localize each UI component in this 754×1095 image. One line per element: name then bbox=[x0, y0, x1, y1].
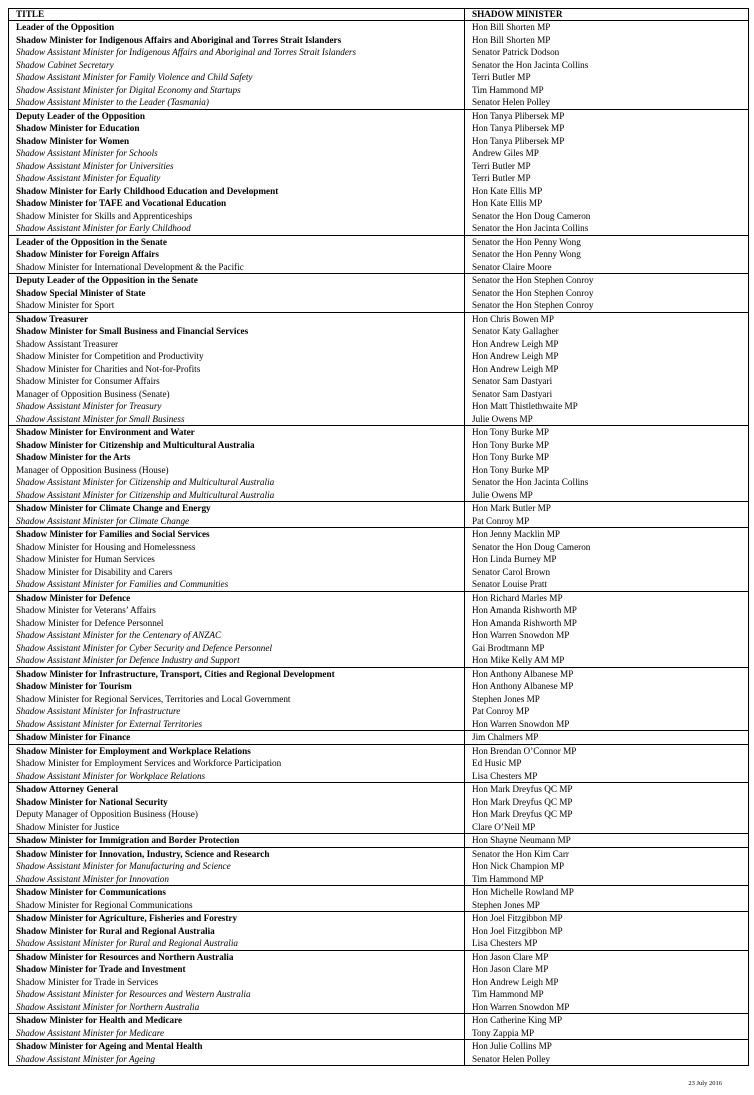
table-row bbox=[9, 770, 749, 783]
portfolio-title: Shadow Minister for Ageing and Mental Health bbox=[9, 1040, 465, 1053]
shadow-minister-name: Hon Tony Burke MP bbox=[465, 426, 749, 439]
table-row bbox=[9, 261, 749, 274]
shadow-minister-name: Hon Jason Clare MP bbox=[465, 950, 749, 963]
shadow-minister-name: Senator Louise Pratt bbox=[465, 578, 749, 591]
portfolio-title: Shadow Minister for Innovation, Industry, Science and Research bbox=[9, 847, 465, 860]
shadow-minister-name: Hon Andrew Leigh MP bbox=[465, 976, 749, 989]
shadow-minister-name: Hon Warren Snowdon MP bbox=[465, 1001, 749, 1014]
table-row bbox=[9, 847, 749, 860]
portfolio-title: Shadow Assistant Minister for Schools bbox=[9, 147, 465, 160]
portfolio-title: Shadow Minister for Infrastructure, Transport, Cities and Regional Development bbox=[9, 667, 465, 680]
shadow-minister-name: Senator the Hon Kim Carr bbox=[465, 847, 749, 860]
portfolio-title: Shadow Minister for Health and Medicare bbox=[9, 1014, 465, 1027]
shadow-minister-name: Hon Warren Snowdon MP bbox=[465, 629, 749, 642]
shadow-minister-name: Gai Brodtmann MP bbox=[465, 642, 749, 655]
shadow-minister-name: Hon Mark Dreyfus QC MP bbox=[465, 808, 749, 821]
shadow-minister-name: Hon Andrew Leigh MP bbox=[465, 338, 749, 351]
table-row bbox=[9, 886, 749, 899]
table-row bbox=[9, 34, 749, 47]
shadow-minister-name: Hon Bill Shorten MP bbox=[465, 21, 749, 34]
shadow-minister-name: Hon Joel Fitzgibbon MP bbox=[465, 912, 749, 925]
portfolio-title: Shadow Assistant Minister to the Leader (Tasmania) bbox=[9, 96, 465, 109]
table-row bbox=[9, 84, 749, 97]
shadow-minister-name: Senator Helen Polley bbox=[465, 96, 749, 109]
table-row bbox=[9, 489, 749, 502]
portfolio-title: Shadow Assistant Minister for Citizenship and Multicultural Australia bbox=[9, 476, 465, 489]
shadow-minister-name: Hon Linda Burney MP bbox=[465, 553, 749, 566]
portfolio-title: Shadow Minister for Tourism bbox=[9, 680, 465, 693]
table-row bbox=[9, 197, 749, 210]
shadow-minister-name: Senator the Hon Jacinta Collins bbox=[465, 59, 749, 72]
table-row bbox=[9, 222, 749, 235]
portfolio-title: Shadow Minister for Defence Personnel bbox=[9, 617, 465, 630]
shadow-ministry-table bbox=[8, 8, 749, 1066]
table-row bbox=[9, 312, 749, 325]
table-row bbox=[9, 578, 749, 591]
portfolio-title: Deputy Leader of the Opposition bbox=[9, 109, 465, 122]
portfolio-title: Shadow Assistant Minister for Treasury bbox=[9, 400, 465, 413]
table-row bbox=[9, 451, 749, 464]
shadow-minister-name: Tony Zappia MP bbox=[465, 1027, 749, 1040]
portfolio-title: Shadow Assistant Minister for the Centenary of ANZAC bbox=[9, 629, 465, 642]
table-row bbox=[9, 464, 749, 477]
shadow-minister-name: Stephen Jones MP bbox=[465, 693, 749, 706]
shadow-minister-name: Lisa Chesters MP bbox=[465, 770, 749, 783]
shadow-minister-name: Hon Mark Dreyfus QC MP bbox=[465, 783, 749, 796]
portfolio-title: Shadow Minister for Agriculture, Fisheries and Forestry bbox=[9, 912, 465, 925]
portfolio-title: Manager of Opposition Business (Senate) bbox=[9, 388, 465, 401]
table-row bbox=[9, 629, 749, 642]
table-row bbox=[9, 1014, 749, 1027]
table-row bbox=[9, 963, 749, 976]
shadow-minister-name: Hon Joel Fitzgibbon MP bbox=[465, 925, 749, 938]
shadow-minister-name: Hon Nick Champion MP bbox=[465, 860, 749, 873]
portfolio-title: Shadow Assistant Treasurer bbox=[9, 338, 465, 351]
portfolio-title: Shadow Minister for Trade in Services bbox=[9, 976, 465, 989]
shadow-minister-name: Hon Jason Clare MP bbox=[465, 963, 749, 976]
table-row bbox=[9, 287, 749, 300]
shadow-minister-name: Stephen Jones MP bbox=[465, 899, 749, 912]
shadow-minister-name: Senator the Hon Penny Wong bbox=[465, 235, 749, 248]
portfolio-title: Leader of the Opposition bbox=[9, 21, 465, 34]
portfolio-title: Shadow Minister for Regional Services, Territories and Local Government bbox=[9, 693, 465, 706]
table-row bbox=[9, 476, 749, 489]
table-row bbox=[9, 59, 749, 72]
table-row bbox=[9, 1040, 749, 1053]
table-row bbox=[9, 937, 749, 950]
shadow-minister-name: Senator the Hon Jacinta Collins bbox=[465, 222, 749, 235]
portfolio-title: Shadow Assistant Minister for Early Childhood bbox=[9, 222, 465, 235]
shadow-minister-name: Hon Richard Marles MP bbox=[465, 591, 749, 604]
portfolio-title: Shadow Assistant Minister for Medicare bbox=[9, 1027, 465, 1040]
table-row bbox=[9, 71, 749, 84]
table-row bbox=[9, 299, 749, 312]
table-row bbox=[9, 413, 749, 426]
table-row bbox=[9, 808, 749, 821]
shadow-minister-name: Tim Hammond MP bbox=[465, 84, 749, 97]
table-row bbox=[9, 248, 749, 261]
portfolio-title: Shadow Attorney General bbox=[9, 783, 465, 796]
shadow-minister-name: Hon Chris Bowen MP bbox=[465, 312, 749, 325]
portfolio-title: Shadow Minister for Employment Services and Workforce Participation bbox=[9, 757, 465, 770]
shadow-minister-name: Senator the Hon Penny Wong bbox=[465, 248, 749, 261]
table-header-row bbox=[9, 9, 749, 21]
shadow-minister-name: Hon Brendan O’Connor MP bbox=[465, 744, 749, 757]
shadow-minister-name: Pat Conroy MP bbox=[465, 515, 749, 528]
shadow-minister-name: Terri Butler MP bbox=[465, 71, 749, 84]
portfolio-title: Shadow Minister for Disability and Carers bbox=[9, 566, 465, 579]
portfolio-title: Shadow Minister for Indigenous Affairs and Aboriginal and Torres Strait Islanders bbox=[9, 34, 465, 47]
shadow-minister-name: Senator the Hon Stephen Conroy bbox=[465, 299, 749, 312]
shadow-minister-name: Senator Carol Brown bbox=[465, 566, 749, 579]
table-row bbox=[9, 718, 749, 731]
portfolio-title: Shadow Minister for Human Services bbox=[9, 553, 465, 566]
shadow-minister-name: Hon Anthony Albanese MP bbox=[465, 680, 749, 693]
table-row bbox=[9, 135, 749, 148]
table-row bbox=[9, 21, 749, 34]
table-row bbox=[9, 617, 749, 630]
shadow-minister-name: Hon Kate Ellis MP bbox=[465, 185, 749, 198]
portfolio-title: Shadow Assistant Minister for Small Business bbox=[9, 413, 465, 426]
portfolio-title: Shadow Assistant Minister for Climate Change bbox=[9, 515, 465, 528]
table-row bbox=[9, 439, 749, 452]
portfolio-title: Shadow Minister for Skills and Apprenticeships bbox=[9, 210, 465, 223]
shadow-minister-name: Jim Chalmers MP bbox=[465, 731, 749, 745]
portfolio-title: Shadow Minister for National Security bbox=[9, 796, 465, 809]
table-row bbox=[9, 566, 749, 579]
table-row bbox=[9, 976, 749, 989]
shadow-minister-name: Senator the Hon Jacinta Collins bbox=[465, 476, 749, 489]
table-row bbox=[9, 693, 749, 706]
table-row bbox=[9, 731, 749, 745]
portfolio-title: Shadow Minister for Housing and Homelessness bbox=[9, 541, 465, 554]
table-row bbox=[9, 235, 749, 248]
table-row bbox=[9, 160, 749, 173]
table-row bbox=[9, 426, 749, 439]
shadow-minister-name: Hon Matt Thistlethwaite MP bbox=[465, 400, 749, 413]
portfolio-title: Shadow Minister for Foreign Affairs bbox=[9, 248, 465, 261]
shadow-minister-name: Hon Amanda Rishworth MP bbox=[465, 604, 749, 617]
document-date: 23 July 2016 bbox=[688, 1080, 722, 1087]
table-row bbox=[9, 591, 749, 604]
portfolio-title: Shadow Minister for TAFE and Vocational Education bbox=[9, 197, 465, 210]
shadow-minister-name: Hon Catherine King MP bbox=[465, 1014, 749, 1027]
table-row bbox=[9, 210, 749, 223]
table-row bbox=[9, 744, 749, 757]
portfolio-title: Shadow Minister for Families and Social Services bbox=[9, 528, 465, 541]
portfolio-title: Shadow Assistant Minister for Workplace Relations bbox=[9, 770, 465, 783]
shadow-minister-name: Hon Tanya Plibersek MP bbox=[465, 109, 749, 122]
table-row bbox=[9, 1001, 749, 1014]
portfolio-title: Shadow Minister for Veterans’ Affairs bbox=[9, 604, 465, 617]
shadow-minister-name: Terri Butler MP bbox=[465, 160, 749, 173]
table-row bbox=[9, 860, 749, 873]
portfolio-title: Shadow Minister for the Arts bbox=[9, 451, 465, 464]
portfolio-title: Shadow Assistant Minister for Digital Economy and Startups bbox=[9, 84, 465, 97]
table-row bbox=[9, 46, 749, 59]
table-row bbox=[9, 1053, 749, 1066]
shadow-minister-name: Tim Hammond MP bbox=[465, 988, 749, 1001]
portfolio-title: Shadow Minister for Justice bbox=[9, 821, 465, 834]
table-row bbox=[9, 642, 749, 655]
shadow-minister-name: Senator the Hon Doug Cameron bbox=[465, 210, 749, 223]
shadow-minister-name: Hon Andrew Leigh MP bbox=[465, 363, 749, 376]
portfolio-title: Shadow Special Minister of State bbox=[9, 287, 465, 300]
shadow-minister-name: Lisa Chesters MP bbox=[465, 937, 749, 950]
table-row bbox=[9, 553, 749, 566]
table-row bbox=[9, 350, 749, 363]
table-row bbox=[9, 654, 749, 667]
table-row bbox=[9, 873, 749, 886]
shadow-minister-name: Senator the Hon Stephen Conroy bbox=[465, 274, 749, 287]
portfolio-title: Shadow Minister for Early Childhood Education and Development bbox=[9, 185, 465, 198]
portfolio-title: Shadow Treasurer bbox=[9, 312, 465, 325]
portfolio-title: Shadow Assistant Minister for Northern Australia bbox=[9, 1001, 465, 1014]
table-row bbox=[9, 528, 749, 541]
portfolio-title: Deputy Manager of Opposition Business (House) bbox=[9, 808, 465, 821]
portfolio-title: Shadow Assistant Minister for Universities bbox=[9, 160, 465, 173]
shadow-minister-name: Julie Owens MP bbox=[465, 489, 749, 502]
shadow-minister-name: Pat Conroy MP bbox=[465, 705, 749, 718]
portfolio-title: Shadow Minister for Defence bbox=[9, 591, 465, 604]
shadow-minister-name: Hon Julie Collins MP bbox=[465, 1040, 749, 1053]
table-row bbox=[9, 185, 749, 198]
table-row bbox=[9, 604, 749, 617]
portfolio-title: Shadow Assistant Minister for Citizenship and Multicultural Australia bbox=[9, 489, 465, 502]
shadow-minister-name: Senator Helen Polley bbox=[465, 1053, 749, 1066]
shadow-minister-name: Hon Mark Butler MP bbox=[465, 502, 749, 515]
shadow-minister-name: Hon Andrew Leigh MP bbox=[465, 350, 749, 363]
portfolio-title: Shadow Minister for Sport bbox=[9, 299, 465, 312]
table-row bbox=[9, 147, 749, 160]
portfolio-title: Deputy Leader of the Opposition in the Senate bbox=[9, 274, 465, 287]
portfolio-title: Shadow Minister for Employment and Workplace Relations bbox=[9, 744, 465, 757]
shadow-minister-name: Hon Mike Kelly AM MP bbox=[465, 654, 749, 667]
portfolio-title: Shadow Minister for Finance bbox=[9, 731, 465, 745]
portfolio-title: Shadow Minister for International Development & the Pacific bbox=[9, 261, 465, 274]
table-row bbox=[9, 680, 749, 693]
shadow-minister-name: Senator the Hon Doug Cameron bbox=[465, 541, 749, 554]
table-row bbox=[9, 705, 749, 718]
portfolio-title: Shadow Assistant Minister for Innovation bbox=[9, 873, 465, 886]
shadow-minister-name: Hon Mark Dreyfus QC MP bbox=[465, 796, 749, 809]
portfolio-title: Shadow Minister for Education bbox=[9, 122, 465, 135]
shadow-minister-name: Hon Michelle Rowland MP bbox=[465, 886, 749, 899]
shadow-minister-name: Clare O’Neil MP bbox=[465, 821, 749, 834]
table-row bbox=[9, 109, 749, 122]
shadow-minister-name: Hon Jenny Macklin MP bbox=[465, 528, 749, 541]
shadow-minister-name: Hon Kate Ellis MP bbox=[465, 197, 749, 210]
table-row bbox=[9, 925, 749, 938]
shadow-minister-name: Julie Owens MP bbox=[465, 413, 749, 426]
portfolio-title: Shadow Minister for Trade and Investment bbox=[9, 963, 465, 976]
portfolio-title: Shadow Minister for Rural and Regional Australia bbox=[9, 925, 465, 938]
table-row bbox=[9, 96, 749, 109]
shadow-minister-name: Senator the Hon Stephen Conroy bbox=[465, 287, 749, 300]
table-row bbox=[9, 988, 749, 1001]
portfolio-title: Shadow Assistant Minister for Indigenous Affairs and Aboriginal and Torres Strait Islanders bbox=[9, 46, 465, 59]
shadow-minister-name: Hon Warren Snowdon MP bbox=[465, 718, 749, 731]
shadow-minister-name: Ed Husic MP bbox=[465, 757, 749, 770]
table-row bbox=[9, 667, 749, 680]
table-row bbox=[9, 757, 749, 770]
table-row bbox=[9, 122, 749, 135]
table-row bbox=[9, 375, 749, 388]
table-row bbox=[9, 363, 749, 376]
portfolio-title: Shadow Minister for Immigration and Border Protection bbox=[9, 834, 465, 848]
table-row bbox=[9, 325, 749, 338]
table-row bbox=[9, 172, 749, 185]
portfolio-title: Manager of Opposition Business (House) bbox=[9, 464, 465, 477]
shadow-minister-name: Hon Tony Burke MP bbox=[465, 464, 749, 477]
portfolio-title: Shadow Assistant Minister for Families and Communities bbox=[9, 578, 465, 591]
shadow-minister-name: Senator Sam Dastyari bbox=[465, 388, 749, 401]
portfolio-title: Shadow Assistant Minister for Rural and Regional Australia bbox=[9, 937, 465, 950]
shadow-minister-name: Senator Patrick Dodson bbox=[465, 46, 749, 59]
portfolio-title: Shadow Minister for Consumer Affairs bbox=[9, 375, 465, 388]
portfolio-title: Shadow Assistant Minister for Infrastructure bbox=[9, 705, 465, 718]
shadow-minister-name: Hon Amanda Rishworth MP bbox=[465, 617, 749, 630]
portfolio-title: Shadow Minister for Small Business and Financial Services bbox=[9, 325, 465, 338]
table-row bbox=[9, 783, 749, 796]
shadow-minister-name: Terri Butler MP bbox=[465, 172, 749, 185]
table-row bbox=[9, 950, 749, 963]
portfolio-title: Shadow Minister for Charities and Not-for-Profits bbox=[9, 363, 465, 376]
portfolio-title: Shadow Minister for Resources and Northern Australia bbox=[9, 950, 465, 963]
shadow-minister-name: Hon Bill Shorten MP bbox=[465, 34, 749, 47]
portfolio-title: Shadow Minister for Environment and Water bbox=[9, 426, 465, 439]
portfolio-title: Shadow Minister for Citizenship and Multicultural Australia bbox=[9, 439, 465, 452]
portfolio-title: Shadow Assistant Minister for External Territories bbox=[9, 718, 465, 731]
portfolio-title: Shadow Assistant Minister for Cyber Security and Defence Personnel bbox=[9, 642, 465, 655]
table-row bbox=[9, 502, 749, 515]
table-row bbox=[9, 899, 749, 912]
portfolio-title: Shadow Minister for Women bbox=[9, 135, 465, 148]
shadow-minister-name: Tim Hammond MP bbox=[465, 873, 749, 886]
shadow-minister-name: Hon Anthony Albanese MP bbox=[465, 667, 749, 680]
portfolio-title: Shadow Assistant Minister for Manufacturing and Science bbox=[9, 860, 465, 873]
table-row bbox=[9, 912, 749, 925]
shadow-minister-name: Senator Claire Moore bbox=[465, 261, 749, 274]
shadow-minister-name: Hon Tony Burke MP bbox=[465, 439, 749, 452]
shadow-minister-name: Hon Tanya Plibersek MP bbox=[465, 135, 749, 148]
table-row bbox=[9, 821, 749, 834]
portfolio-title: Shadow Assistant Minister for Defence Industry and Support bbox=[9, 654, 465, 667]
shadow-minister-name: Andrew Giles MP bbox=[465, 147, 749, 160]
portfolio-title: Shadow Assistant Minister for Equality bbox=[9, 172, 465, 185]
portfolio-title: Shadow Minister for Communications bbox=[9, 886, 465, 899]
shadow-minister-name: Hon Tanya Plibersek MP bbox=[465, 122, 749, 135]
table-row bbox=[9, 515, 749, 528]
table-row bbox=[9, 388, 749, 401]
shadow-minister-name: Senator Sam Dastyari bbox=[465, 375, 749, 388]
portfolio-title: Shadow Cabinet Secretary bbox=[9, 59, 465, 72]
table-row bbox=[9, 834, 749, 848]
table-row bbox=[9, 400, 749, 413]
table-row bbox=[9, 274, 749, 287]
table-row bbox=[9, 796, 749, 809]
shadow-minister-name: Hon Shayne Neumann MP bbox=[465, 834, 749, 848]
portfolio-title: Shadow Assistant Minister for Ageing bbox=[9, 1053, 465, 1066]
title-column-header: TITLE bbox=[9, 9, 465, 21]
portfolio-title: Shadow Minister for Competition and Productivity bbox=[9, 350, 465, 363]
portfolio-title: Shadow Minister for Climate Change and Energy bbox=[9, 502, 465, 515]
table-body bbox=[9, 21, 749, 1066]
portfolio-title: Shadow Minister for Regional Communications bbox=[9, 899, 465, 912]
minister-column-header: SHADOW MINISTER bbox=[465, 9, 749, 21]
shadow-minister-name: Hon Tony Burke MP bbox=[465, 451, 749, 464]
table-row bbox=[9, 541, 749, 554]
portfolio-title: Shadow Assistant Minister for Resources and Western Australia bbox=[9, 988, 465, 1001]
shadow-minister-name: Senator Katy Gallagher bbox=[465, 325, 749, 338]
table-row bbox=[9, 338, 749, 351]
portfolio-title: Shadow Assistant Minister for Family Violence and Child Safety bbox=[9, 71, 465, 84]
table-row bbox=[9, 1027, 749, 1040]
portfolio-title: Leader of the Opposition in the Senate bbox=[9, 235, 465, 248]
